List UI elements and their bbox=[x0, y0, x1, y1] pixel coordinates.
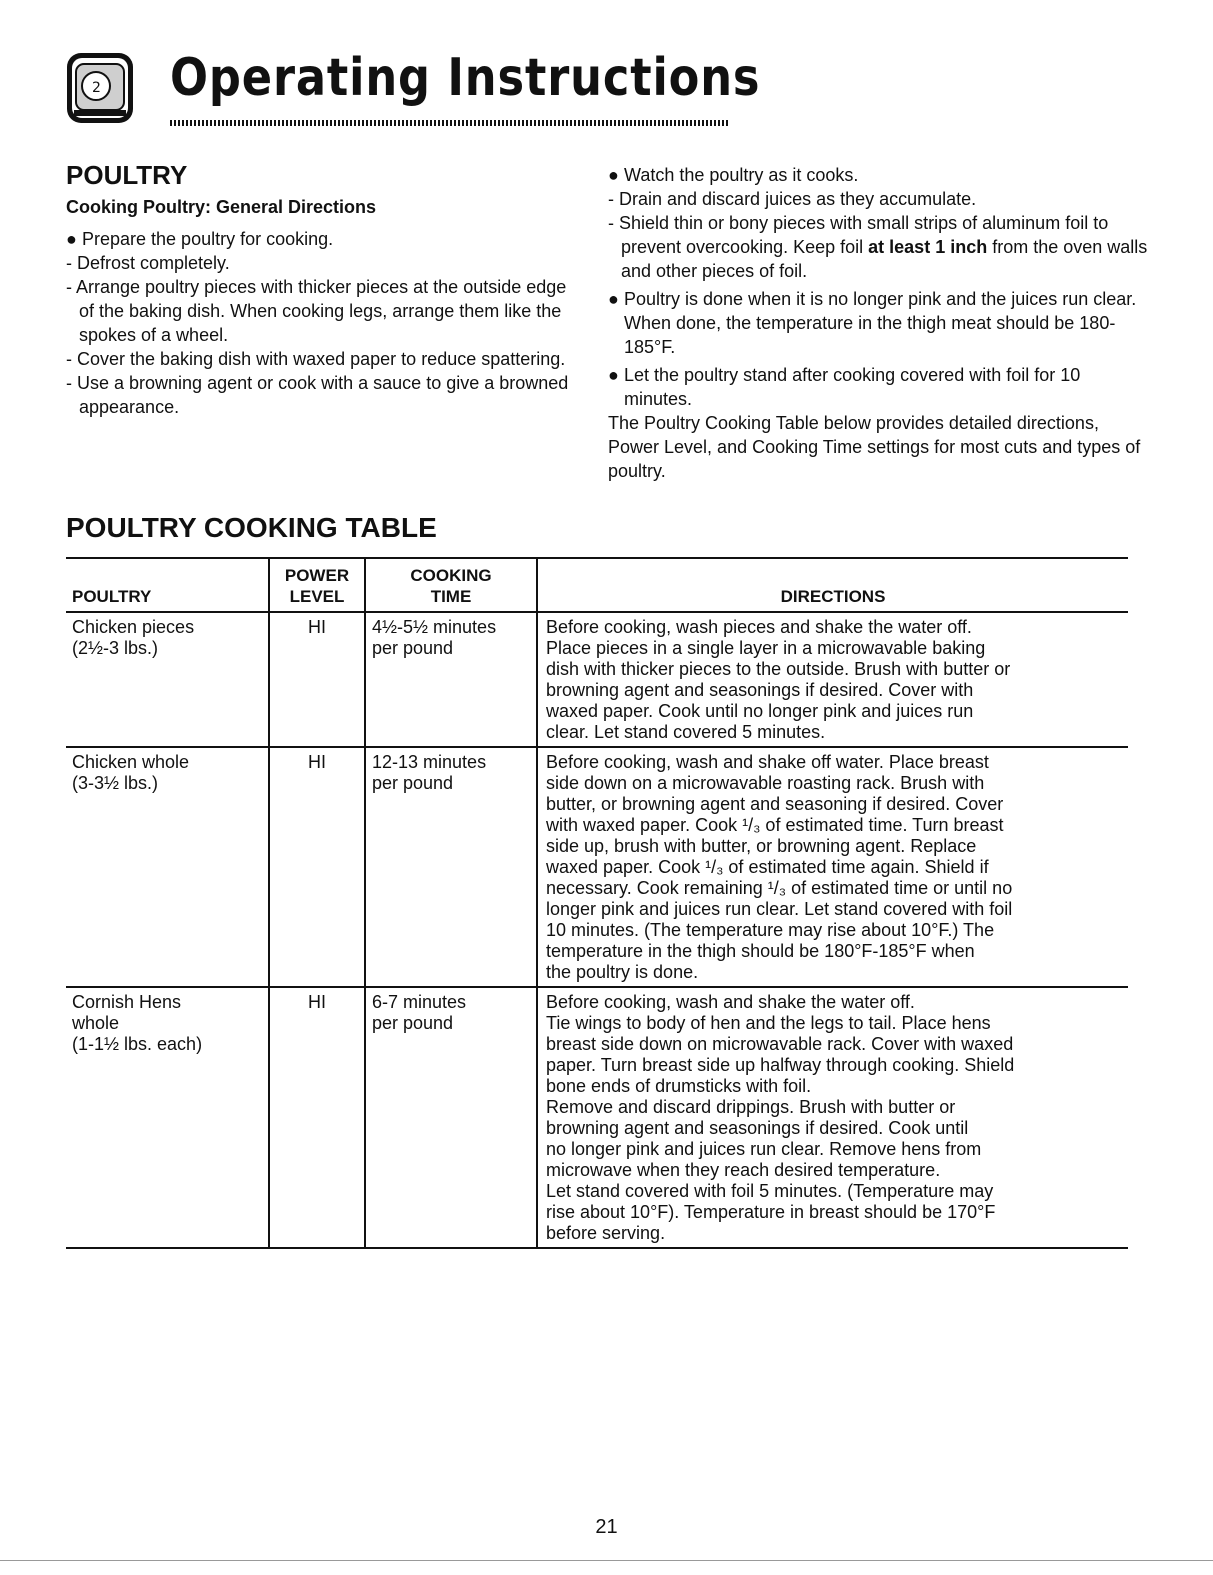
bullet-icon: ● bbox=[608, 365, 619, 385]
poultry-cell: Chicken pieces (2½-3 lbs.) bbox=[66, 612, 269, 747]
power-level-cell: HI bbox=[269, 987, 365, 1248]
bullet-icon: ● bbox=[608, 165, 619, 185]
footer-rule bbox=[0, 1560, 1213, 1561]
cooking-time-cell: 4½-5½ minutes per pound bbox=[365, 612, 537, 747]
cooking-time-cell: 6-7 minutes per pound bbox=[365, 987, 537, 1248]
list-item: - Defrost completely. bbox=[66, 253, 230, 273]
bullet-icon: ● bbox=[608, 289, 619, 309]
table-body bbox=[66, 612, 1128, 1248]
table-intro-paragraph: The Poultry Cooking Table below provides detailed directions, Power Level, and Cooking Time settings for most cuts and types of poultry. bbox=[608, 413, 1141, 481]
directions-cell: Before cooking, wash and shake the water off. Tie wings to body of hen and the legs to tail. Place hens breast side down on microwavable rack. Cover with waxed paper. Turn breast side up halfway through cooking. Shield bone ends of drumsticks with foil. Remove and discard drippings. Brush with butter or browning agent and seasonings if desired. Cook until no longer pink and juices run clear. Remove hens from microwave when they reach desired temperature. Let stand covered with foil 5 minutes. (Temperature may rise about 10°F). Temperature in breast should be 170°F before serving. bbox=[537, 987, 1128, 1248]
list-item: ● Watch the poultry as it cooks. bbox=[608, 165, 859, 185]
svg-text:2: 2 bbox=[92, 80, 101, 96]
table-row bbox=[66, 612, 1128, 747]
microwave-logo-icon bbox=[66, 52, 134, 124]
general-directions-right bbox=[608, 163, 1148, 483]
list-item: - Cover the baking dish with waxed paper to reduce spattering. bbox=[66, 349, 566, 369]
page-header bbox=[66, 48, 761, 132]
list-item: - Drain and discard juices as they accumulate. bbox=[608, 189, 977, 209]
general-directions-left bbox=[66, 227, 586, 419]
poultry-cell: Chicken whole (3-3½ lbs.) bbox=[66, 747, 269, 987]
general-directions-heading: Cooking Poultry: General Directions bbox=[66, 197, 377, 217]
table-header-row bbox=[66, 558, 1128, 612]
page-title: Operating Instructions bbox=[170, 48, 761, 108]
table-row bbox=[66, 747, 1128, 987]
title-underline bbox=[170, 120, 730, 126]
power-level-cell: HI bbox=[269, 612, 365, 747]
column-header-cooking-time: COOKING TIME bbox=[365, 558, 537, 612]
bullet-icon: ● bbox=[66, 229, 77, 249]
poultry-cooking-table bbox=[66, 557, 1128, 1249]
cooking-time-cell: 12-13 minutes per pound bbox=[365, 747, 537, 987]
table-row bbox=[66, 987, 1128, 1248]
section-heading-poultry: POULTRY bbox=[66, 160, 188, 190]
list-item: ● Let the poultry stand after cooking covered with foil for 10 minutes. bbox=[608, 365, 1081, 409]
list-item: ● Poultry is done when it is no longer pink and the juices run clear. When done, the temperature in the thigh meat should be 180-185°F. bbox=[608, 289, 1137, 357]
list-item: - Shield thin or bony pieces with small strips of aluminum foil to prevent overcooking. Keep foil at least 1 inch from the oven walls and other pieces of foil. bbox=[608, 213, 1148, 281]
table-heading: POULTRY COOKING TABLE bbox=[66, 512, 437, 543]
power-level-cell: HI bbox=[269, 747, 365, 987]
column-header-directions: DIRECTIONS bbox=[537, 558, 1128, 612]
poultry-cell: Cornish Hens whole (1-1½ lbs. each) bbox=[66, 987, 269, 1248]
directions-cell: Before cooking, wash pieces and shake the water off. Place pieces in a single layer in a microwavable baking dish with thicker pieces to the outside. Brush with butter or browning agent and seasonings if desired. Cover with waxed paper. Cook until no longer pink and juices run clear. Let stand covered 5 minutes. bbox=[537, 612, 1128, 747]
page-number: 21 bbox=[595, 1516, 618, 1538]
list-item: - Use a browning agent or cook with a sauce to give a browned appearance. bbox=[66, 373, 569, 417]
list-item: ● Prepare the poultry for cooking. bbox=[66, 229, 334, 249]
list-item: - Arrange poultry pieces with thicker pieces at the outside edge of the baking dish. When cooking legs, arrange them like the spokes of a wheel. bbox=[66, 277, 567, 345]
column-header-power-level: POWER LEVEL bbox=[269, 558, 365, 612]
directions-cell: Before cooking, wash and shake off water. Place breast side down on a microwavable roasting rack. Brush with butter, or browning agent and seasoning if desired. Cover with waxed paper. Cook ¹/₃ of estimated time. Turn breast side up, brush with butter, or browning agent. Replace waxed paper. Cook ¹/₃ of estimated time again. Shield if necessary. Cook remaining ¹/₃ of estimated time or until no longer pink and juices run clear. Let stand covered with foil 10 minutes. (The temperature may rise about 10°F.) The temperature in the thigh should be 180°F-185°F when the poultry is done. bbox=[537, 747, 1128, 987]
column-header-poultry: POULTRY bbox=[66, 558, 269, 612]
